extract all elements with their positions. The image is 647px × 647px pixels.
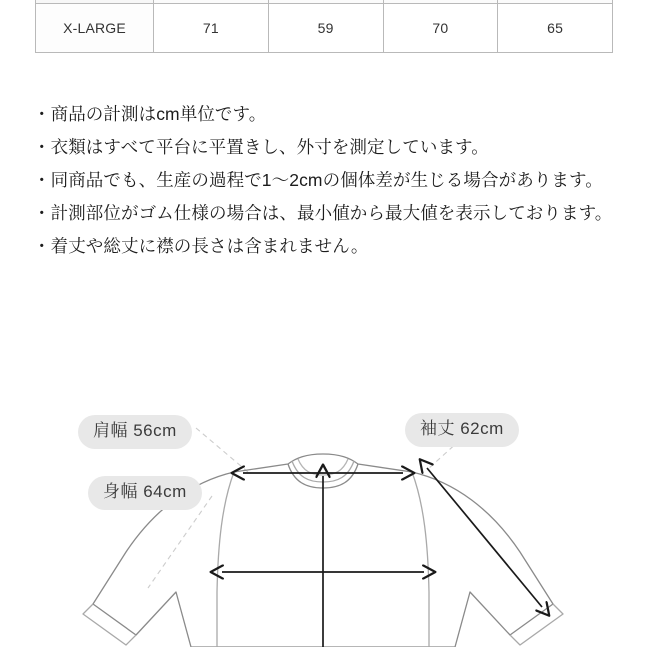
cuff-right [510, 604, 563, 645]
table-row [36, 4, 613, 53]
note-line: ・計測部位がゴム仕様の場合は、最小値から最大値を表示しております。 [33, 203, 613, 223]
garment-measurement-diagram [0, 392, 647, 647]
note-line: ・商品の計測はcm単位です。 [33, 104, 267, 124]
size-table [35, 0, 613, 53]
measurement-notes [33, 98, 623, 263]
table-cell-value: 70 [383, 4, 498, 53]
size-table-element [35, 0, 613, 53]
note-line: ・同商品でも、生産の過程で1〜2cmの個体差が生じる場合があります。 [33, 170, 603, 190]
table-cell-value: 65 [498, 4, 613, 53]
cuff-left [83, 604, 136, 645]
armhole-seam-right [412, 472, 429, 647]
note-line: ・衣類はすべて平台に平置きし、外寸を測定しています。 [33, 137, 489, 157]
leader-line-shoulder [196, 428, 248, 472]
measurement-arrows [222, 468, 542, 647]
label-shoulder-width: 肩幅 56cm [78, 415, 192, 449]
armhole-seam-left [217, 472, 234, 647]
note-line: ・着丈や総丈に襟の長さは含まれません。 [33, 236, 369, 256]
sleeve-length-arrow [427, 468, 542, 607]
label-sleeve-length: 袖丈 62cm [405, 413, 519, 447]
leader-lines [148, 428, 460, 588]
table-cell-value: 59 [268, 4, 383, 53]
table-cell-value: 71 [154, 4, 269, 53]
table-cell-size: X-LARGE [36, 4, 154, 53]
label-body-width: 身幅 64cm [88, 476, 202, 510]
